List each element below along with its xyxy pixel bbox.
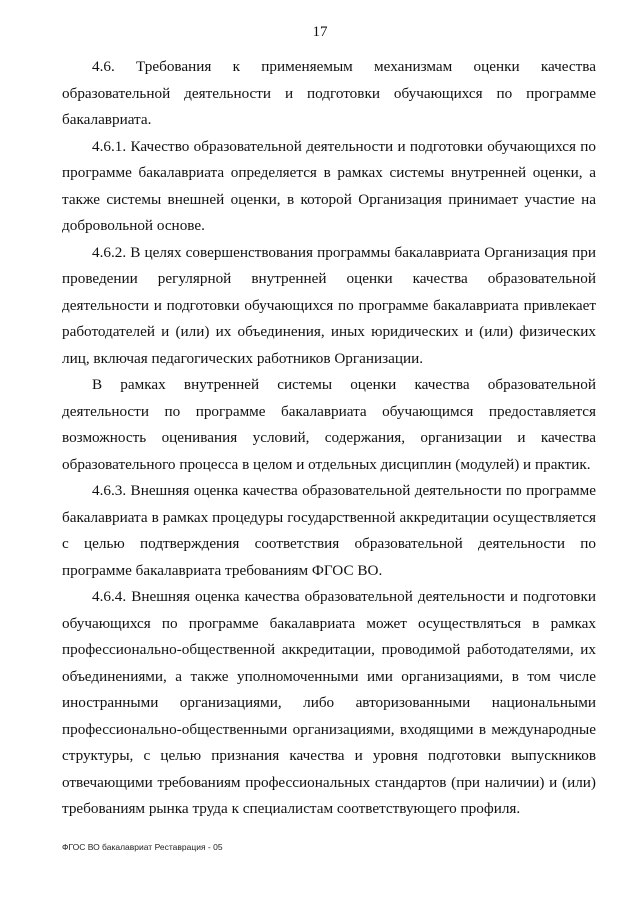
paragraph-4-6-4: 4.6.4. Внешняя оценка качества образовательной деятельности и подготовки обучающихся по программе бакалавриата может осуществляться в рамках профессионально-общественной аккредитации, проводимой работодателями, их объединениями, а также уполномоченными ими организациями, в том числе иностранными организациями, либо авторизованными национальными профессионально-общественными организациями, входящими в международные структуры, с целью признания качества и уровня подготовки выпускников отвечающими требованиям профессиональных стандартов (при наличии) и (или) требованиям рынка труда к специалистам соответствующего профиля.	[62, 588, 596, 817]
paragraph-4-6-1: 4.6.1. Качество образовательной деятельности и подготовки обучающихся по программе бакалавриата определяется в рамках системы внутренней оценки, а также системы внешней оценки, в которой Организация принимает участие на добровольной основе.	[62, 137, 596, 234]
paragraph-internal-assessment: В рамках внутренней системы оценки качества образовательной деятельности по программе бакалавриата обучающимся предоставляется возможность оценивания условий, содержания, организации и качества образовательного процесса в целом и отдельных дисциплин (модулей) и практик.	[62, 376, 596, 473]
page-footer: ФГОС ВО бакалавриат Реставрация - 05	[62, 842, 223, 852]
paragraph-4-6-3: 4.6.3. Внешняя оценка качества образовательной деятельности по программе бакалавриата в рамках процедуры государственной аккредитации осуществляется с целью подтверждения соответствия образовательной деятельности по программе бакалавриата требованиям ФГОС ВО.	[62, 482, 596, 579]
document-body	[62, 54, 596, 823]
paragraph-4-6: 4.6. Требования к применяемым механизмам оценки качества образовательной деятельности и подготовки обучающихся по программе бакалавриата.	[62, 58, 596, 128]
page-number: 17	[312, 24, 328, 40]
paragraph-4-6-2: 4.6.2. В целях совершенствования программы бакалавриата Организация при проведении регулярной внутренней оценки качества образовательной деятельности и подготовки обучающихся по программе бакалавриата привлекает работодателей и (или) их объединения, иных юридических и (или) физических лиц, включая педагогических работников Организации.	[62, 243, 596, 367]
